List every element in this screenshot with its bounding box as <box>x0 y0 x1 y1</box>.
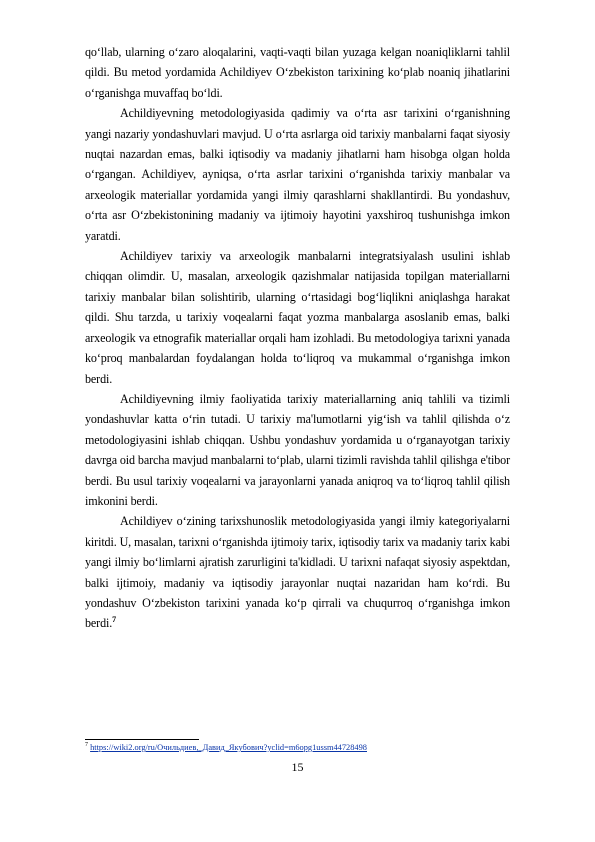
footnote <box>85 742 510 753</box>
footnote-link[interactable]: https://wiki2.org/ru/Очильдиев,_Давид_Якубович?yclid=m6opg1ussm44728498 <box>90 743 367 752</box>
paragraph-3: Achildiyev tarixiy va arxeologik manbalarni integratsiyalash usulini ishlab chiqqan olimdir. U, masalan, arxeologik qazishmalar natijasida topilgan materiallarni tarixiy manbalar bilan solishtirib, ularning o‘rtasidagi bog‘liqlikni aniqlashga harakat qildi. Shu tarzda, u tarixiy voqealarni faqat yozma manbalarga asoslanib emas, balki arxeologik va etnografik materiallar orqali ham izohladi. Bu metodologiya tarixni yanada ko‘proq manbalardan foydalangan holda to‘liqroq va mukammal o‘rganishga imkon berdi. <box>85 249 510 386</box>
page-number: 15 <box>291 760 304 774</box>
paragraph-5-text: Achildiyev o‘zining tarixshunoslik metodologiyasida yangi ilmiy kategoriyalarni kiritdi. U, masalan, tarixni o‘rganishda ijtimoiy tarix, iqtisodiy tarix va madaniy tarix kabi yangi ilmiy bo‘limlarni ajratish zarurligini ta'kidladi. U tarixni nafaqat siyosiy aspektdan, balki ijtimoiy, madaniy va iqtisodiy jarayonlar nuqtai nazaridan ham ko‘rdi. Bu yondashuv O‘zbekiston tarixini yanada ko‘p qirrali va chuqurroq o‘rganishga imkon berdi. <box>85 514 510 631</box>
paragraph-4: Achildiyevning ilmiy faoliyatida tarixiy materiallarning aniq tahlili va tizimli yondashuvlar katta o‘rin tutadi. U tarixiy ma'lumotlarni yig‘ish va tahlil qilishda o‘z metodologiyasini ishlab chiqqan. Ushbu yondashuv yordamida u o‘rganayotgan tarixiy davrga oid barcha mavjud manbalarni to‘plab, ularni tizimli ravishda tahlil qilishga e'tibor berdi. Bu usul tarixiy voqealarni va jarayonlarni yanada aniqroq va to‘liqroq tahlil qilish imkonini berdi. <box>85 391 510 508</box>
page-body <box>85 42 510 634</box>
footnote-number: 7 <box>85 742 88 749</box>
paragraph-2: Achildiyevning metodologiyasida qadimiy va o‘rta asr tarixini o‘rganishning yangi nazariy yondashuvlari mavjud. U o‘rta asrlarga oid tarixiy manbalarni faqat siyosiy nuqtai nazardan emas, balki iqtisodiy va madaniy jihatlarni ham hisobga olgan holda o‘rgangan. Achildiyev, ayniqsa, o‘rta asrlar tarixini o‘rganishda tarixiy manbalar va arxeologik materiallar yordamida yangi ilmiy qarashlarni shakllantirdi. Bu yondashuv, o‘rta asr O‘zbekistonining madaniy va ijtimoiy hayotini yaxshiroq tushunishga imkon yaratdi. <box>85 106 510 243</box>
footnote-reference[interactable]: 7 <box>112 615 117 625</box>
paragraph-1: qo‘llab, ularning o‘zaro aloqalarini, vaqti-vaqti bilan yuzaga kelgan noaniqliklarni tahlil qildi. Bu metod yordamida Achildiyev O‘zbekiston tarixining ko‘plab noaniq jihatlarini o‘rganishga muvaffaq bo‘ldi. <box>85 45 510 100</box>
footnote-separator <box>85 739 199 740</box>
paragraph-5 <box>85 511 510 633</box>
